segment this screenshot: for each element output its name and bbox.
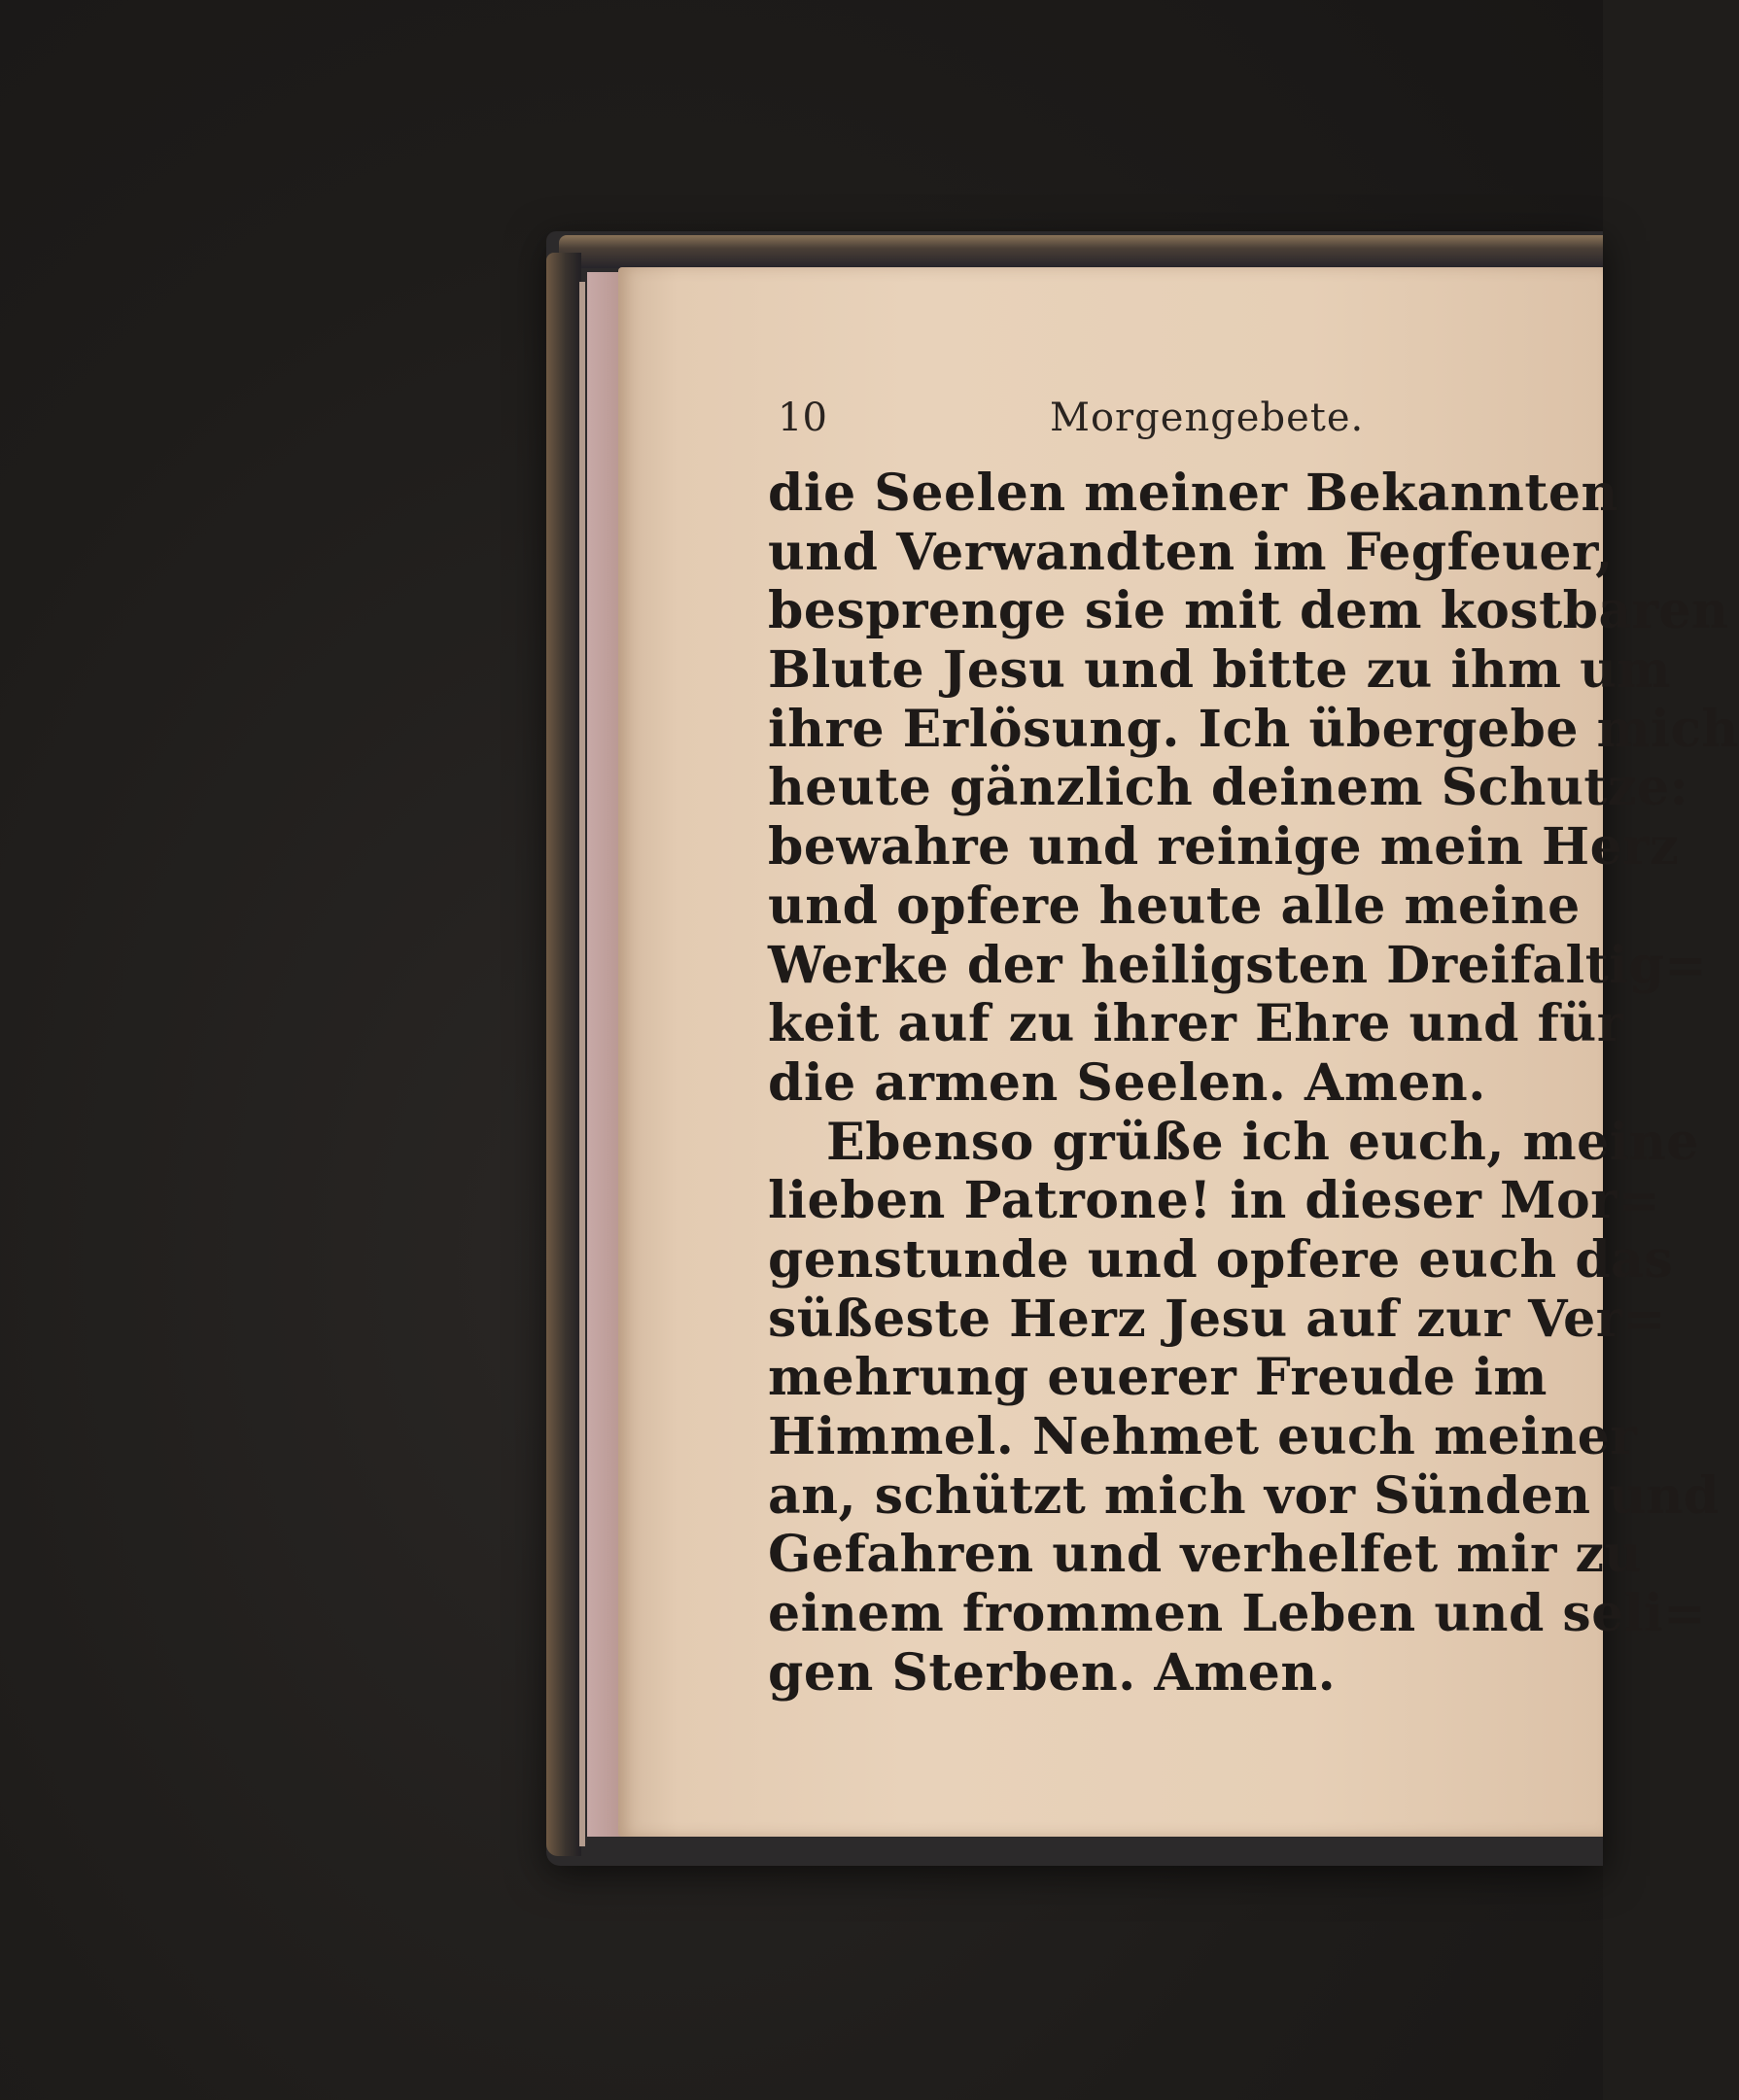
book-cover-top-edge — [559, 235, 1603, 268]
text-line: Ebenso grüße ich euch, meine — [826, 1112, 1699, 1172]
text-line: lieben Patrone! in dieser Mor= — [768, 1171, 1661, 1231]
text-line: ihre Erlösung. Ich übergebe mich — [768, 699, 1739, 759]
text-line: süßeste Herz Jesu auf zur Ver= — [768, 1289, 1666, 1349]
page-number: 10 — [778, 396, 827, 440]
text-line: und opfere heute alle meine — [768, 876, 1581, 936]
text-line: einem frommen Leben und seli= — [768, 1584, 1707, 1644]
text-line: besprenge sie mit dem kostbaren — [768, 581, 1729, 641]
body-text — [768, 464, 1739, 1703]
text-line: genstunde und opfere euch das — [768, 1229, 1674, 1290]
text-line: keit auf zu ihrer Ehre und für — [768, 994, 1624, 1054]
text-line: Gefahren und verhelfet mir zu — [768, 1525, 1642, 1585]
text-line: die armen Seelen. Amen. — [768, 1052, 1486, 1113]
text-line: bewahre und reinige mein Herz — [768, 817, 1680, 878]
text-line: Blute Jesu und bitte zu ihm um — [768, 640, 1671, 701]
text-line: mehrung euerer Freude im — [768, 1348, 1548, 1408]
text-line: gen Sterben. Amen. — [768, 1642, 1337, 1703]
text-line: an, schützt mich vor Sünden und — [768, 1465, 1720, 1526]
text-line: Werke der heiligsten Dreifaltig= — [768, 935, 1708, 995]
text-line: die Seelen meiner Bekannten — [768, 464, 1618, 523]
book-spine — [546, 253, 581, 1856]
running-head: Morgengebete. — [1050, 396, 1365, 440]
spine-stripe — [579, 282, 585, 1846]
text-line: Himmel. Nehmet euch meiner — [768, 1407, 1638, 1466]
text-line: heute gänzlich deinem Schutze: — [768, 758, 1689, 818]
text-line: und Verwandten im Fegfeuer, — [768, 522, 1614, 582]
page-header — [778, 389, 1365, 447]
